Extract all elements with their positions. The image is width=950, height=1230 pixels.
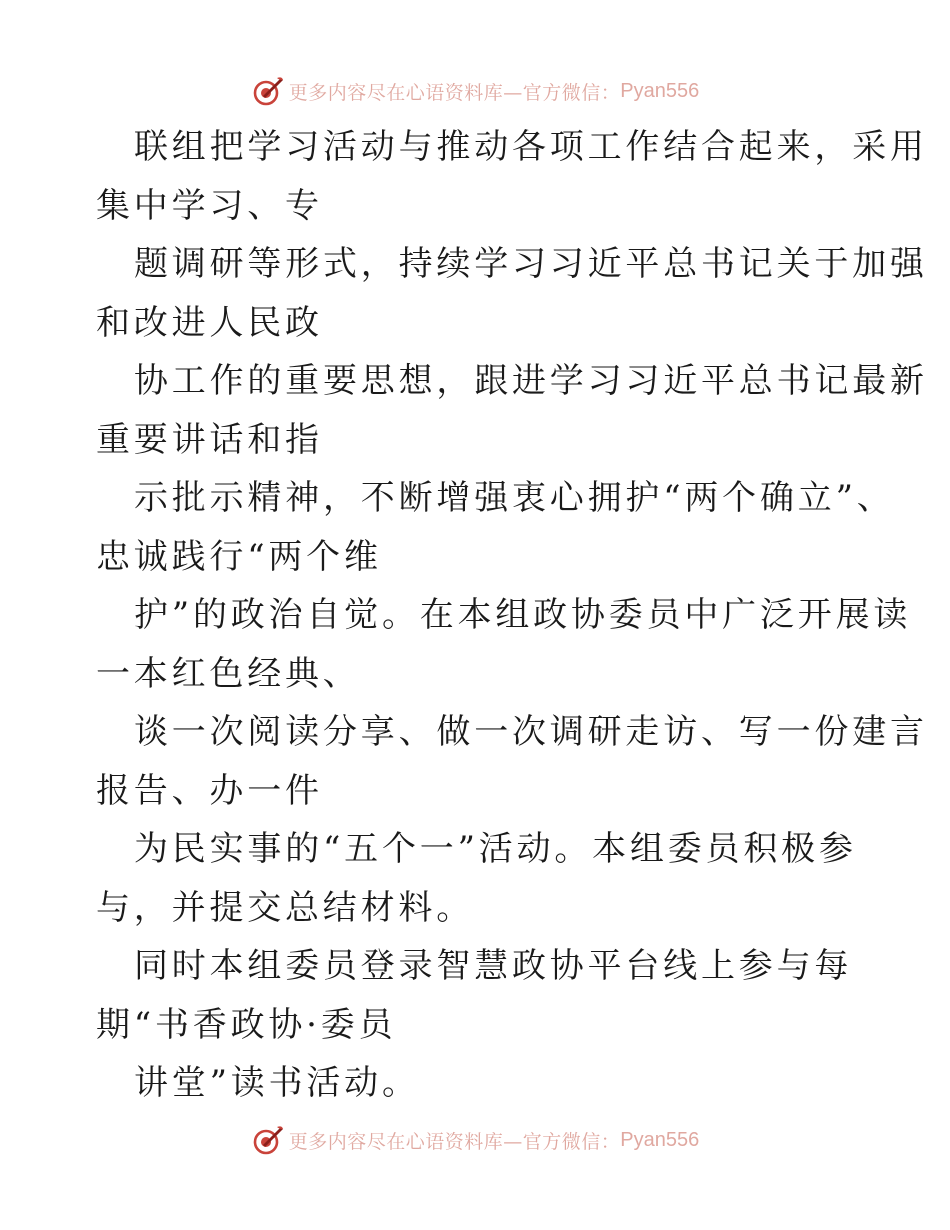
quill-logo-icon [251,74,285,108]
watermark-id: Pyan556 [620,79,700,102]
text-line: 谈一次阅读分享、做一次调研走访、写一份建言 [134,712,928,752]
text-line: 一本红色经典、 [96,653,361,694]
watermark-text: 更多内容尽在心语资料库—官方微信： [288,1130,621,1153]
text-line: 联组把学习活动与推动各项工作结合起来，采用 [134,127,928,167]
quill-logo-icon [251,1123,285,1157]
text-line: 忠诚践行“两个维 [96,536,382,577]
watermark-id: Pyan556 [620,1128,700,1151]
text-line: 为民实事的“五个一”活动。本组委员积极参 [134,829,857,869]
header-watermark [0,71,950,111]
watermark-text: 更多内容尽在心语资料库—官方微信： [288,81,621,104]
text-line: 护”的政治自觉。在本组政协委员中广泛开展读 [134,595,912,635]
text-line: 协工作的重要思想，跟进学习习近平总书记最新 [134,361,928,401]
text-line: 集中学习、专 [96,185,323,226]
document-body [0,118,950,1113]
footer-watermark [0,1120,950,1160]
text-line: 与，并提交总结材料。 [96,887,474,928]
text-line: 报告、办一件 [96,770,323,811]
text-line: 示批示精神，不断增强衷心拥护“两个确立”、 [134,478,895,518]
text-line: 同时本组委员登录智慧政协平台线上参与每 [134,946,853,986]
text-line: 题调研等形式，持续学习习近平总书记关于加强 [134,244,928,284]
text-line: 和改进人民政 [96,302,323,343]
text-line: 讲堂”读书活动。 [134,1063,420,1103]
text-line: 重要讲话和指 [96,419,323,460]
text-line: 期“书香政协·委员 [96,1004,397,1045]
